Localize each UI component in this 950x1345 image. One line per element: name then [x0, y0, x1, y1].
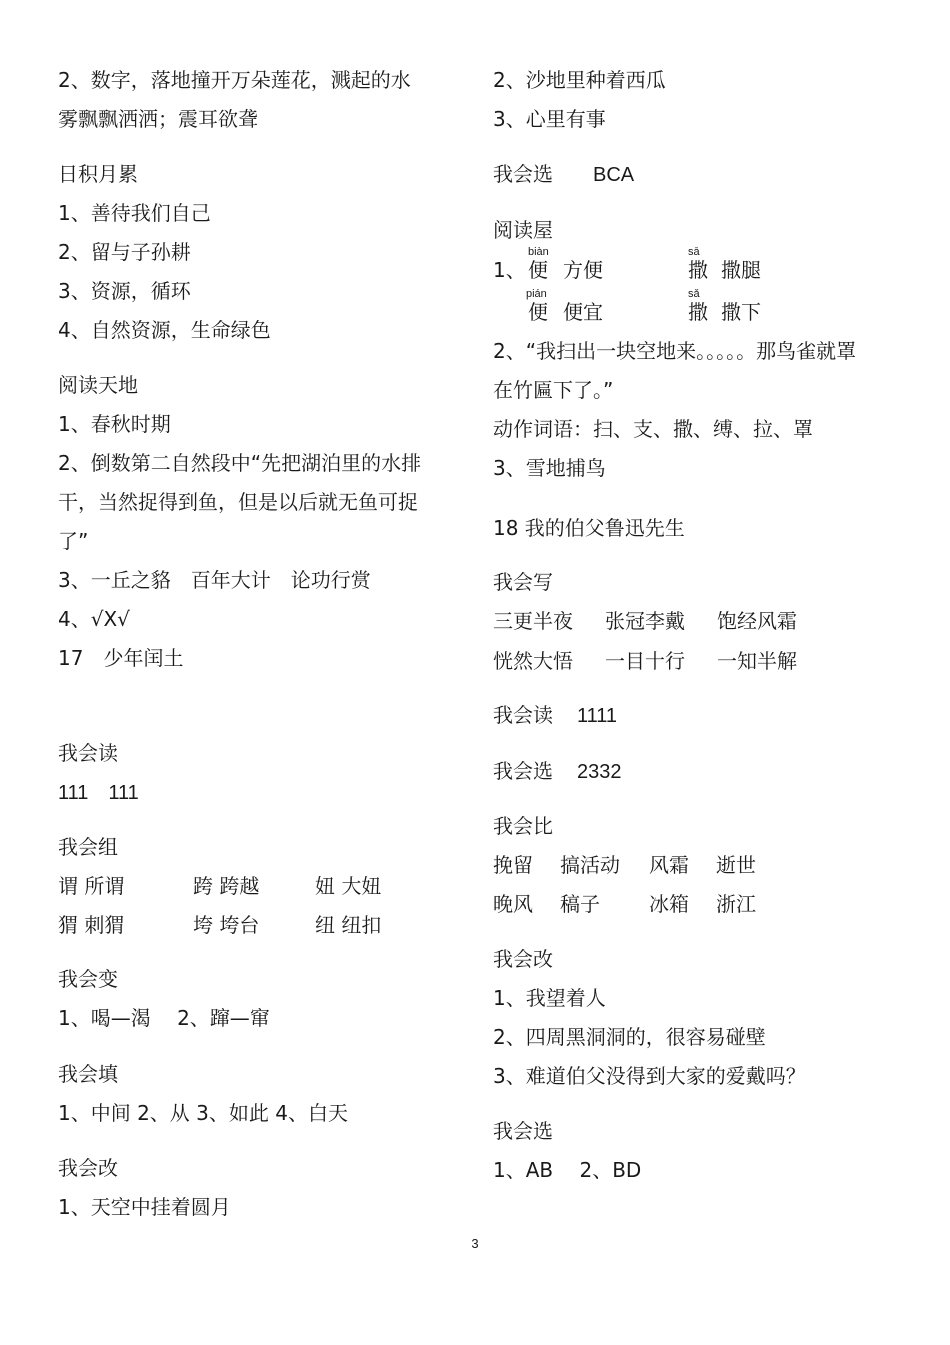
idiom: 饱经风霜: [717, 609, 797, 633]
lesson-title: 18 我的伯父鲁迅先生: [493, 516, 685, 540]
answer-line: 1、善待我们自己: [58, 201, 211, 225]
idiom-row: [493, 608, 797, 634]
answer-line: 2、沙地里种着西瓜: [493, 68, 666, 92]
word-pair: 猬 刺猬: [58, 913, 125, 937]
section-heading: [493, 161, 634, 188]
compare-word: 逝世: [716, 853, 756, 877]
idiom: 一知半解: [717, 649, 797, 673]
polyphone-char: 便: [528, 300, 548, 324]
pinyin-annotation: pián: [526, 288, 547, 300]
polyphone-word: 撒腿: [721, 258, 761, 282]
answer-value: 2332: [577, 761, 622, 783]
answer-line: 1、我望着人: [493, 986, 606, 1010]
section-label: 我会选: [493, 162, 553, 186]
pinyin-annotation: biàn: [528, 246, 549, 258]
section-heading: 我会写: [493, 570, 553, 594]
section-heading: [493, 702, 617, 729]
compare-word: 浙江: [716, 892, 756, 916]
answer-line: 动作词语：扫、支、撒、缚、拉、罩: [493, 417, 813, 441]
answer-line: 2、留与子孙耕: [58, 240, 191, 264]
section-heading: 我会改: [493, 947, 553, 971]
answer-line: 干，当然捉得到鱼，但是以后就无鱼可捉: [58, 490, 418, 514]
compare-word: 搞活动: [560, 853, 620, 877]
answer-line: 雾飘飘洒洒；震耳欲聋: [58, 107, 258, 131]
section-heading: 我会选: [493, 1119, 553, 1143]
polyphone-char: 撒: [688, 258, 708, 282]
section-heading: 阅读天地: [58, 373, 138, 397]
answer-line: 1、天空中挂着圆月: [58, 1195, 231, 1219]
idiom: 恍然大悟: [493, 649, 573, 673]
word-pair: 跨 跨越: [193, 874, 260, 898]
answer-line: 4、自然资源，生命绿色: [58, 318, 271, 342]
section-heading: 我会读: [58, 741, 118, 765]
section-heading: 我会变: [58, 967, 118, 991]
compare-word: 风霜: [649, 853, 689, 877]
compare-word: 晚风: [493, 892, 533, 916]
section-heading: 我会改: [58, 1156, 118, 1180]
word-pair: 纽 纽扣: [315, 913, 382, 937]
answer-line: 3、雪地捕鸟: [493, 456, 606, 480]
answer-line: 3、难道伯父没得到大家的爱戴吗？: [493, 1064, 806, 1088]
word-pair: 妞 大妞: [315, 874, 382, 898]
lesson-title: 17 少年闰土: [58, 646, 184, 670]
compare-word: 冰箱: [649, 892, 689, 916]
compare-row: [493, 891, 756, 917]
polyphone-row: [493, 299, 761, 325]
answer-line: 2、“我扫出一块空地来。。。。。那鸟雀就罩: [493, 339, 857, 363]
answer-line: 4、√X√: [58, 607, 130, 631]
answer-line: 111 111: [58, 782, 139, 804]
word-pair: 谓 所谓: [58, 874, 125, 898]
compare-word: 挽留: [493, 853, 533, 877]
answer-line: 在竹匾下了。”: [493, 378, 614, 402]
answer-line: 1、中间 2、从 3、如此 4、白天: [58, 1101, 348, 1125]
polyphone-char: 便: [528, 258, 548, 282]
answer-line: 1、AB 2、BD: [493, 1158, 642, 1182]
answer-value: 1111: [577, 705, 618, 727]
word-pair: 垮 垮台: [193, 913, 260, 937]
answer-line: 2、四周黑洞洞的，很容易碰壁: [493, 1025, 766, 1049]
pinyin-annotation: sǎ: [688, 288, 700, 300]
answer-line: 1、喝—渴 2、蹿—窜: [58, 1006, 270, 1030]
polyphone-word: 便宜: [563, 300, 603, 324]
section-label: 我会读: [493, 703, 553, 727]
idiom: 三更半夜: [493, 609, 573, 633]
word-group-row: [58, 912, 381, 938]
answer-line: 1、春秋时期: [58, 412, 171, 436]
section-heading: 我会填: [58, 1062, 118, 1086]
section-label: 我会选: [493, 759, 553, 783]
section-heading: 我会组: [58, 835, 118, 859]
polyphone-row: [493, 257, 761, 283]
idiom: 张冠李戴: [605, 609, 685, 633]
answer-value: BCA: [593, 164, 635, 186]
section-heading: 阅读屋: [493, 218, 553, 242]
answer-line: 2、倒数第二自然段中“先把湖泊里的水排: [58, 451, 422, 475]
polyphone-char: 撒: [688, 300, 708, 324]
answer-line: 2、数字，落地撞开万朵莲花，溅起的水: [58, 68, 411, 92]
pinyin-annotation: sā: [688, 246, 700, 258]
word-group-row: [58, 873, 381, 899]
polyphone-word: 方便: [563, 258, 603, 282]
section-heading: 我会比: [493, 814, 553, 838]
compare-row: [493, 852, 756, 878]
idiom-row: [493, 648, 797, 674]
section-heading: [493, 758, 622, 785]
answer-line: 3、心里有事: [493, 107, 606, 131]
polyphone-word: 撒下: [721, 300, 761, 324]
compare-word: 稿子: [560, 892, 600, 916]
section-heading: 日积月累: [58, 162, 138, 186]
page-number: 3: [471, 1236, 479, 1251]
answer-line: 了”: [58, 529, 89, 553]
answer-line: 3、资源，循环: [58, 279, 191, 303]
idiom: 一目十行: [605, 649, 685, 673]
answer-line: 3、一丘之貉 百年大计 论功行赏: [58, 568, 371, 592]
list-number: 1、: [493, 258, 526, 282]
